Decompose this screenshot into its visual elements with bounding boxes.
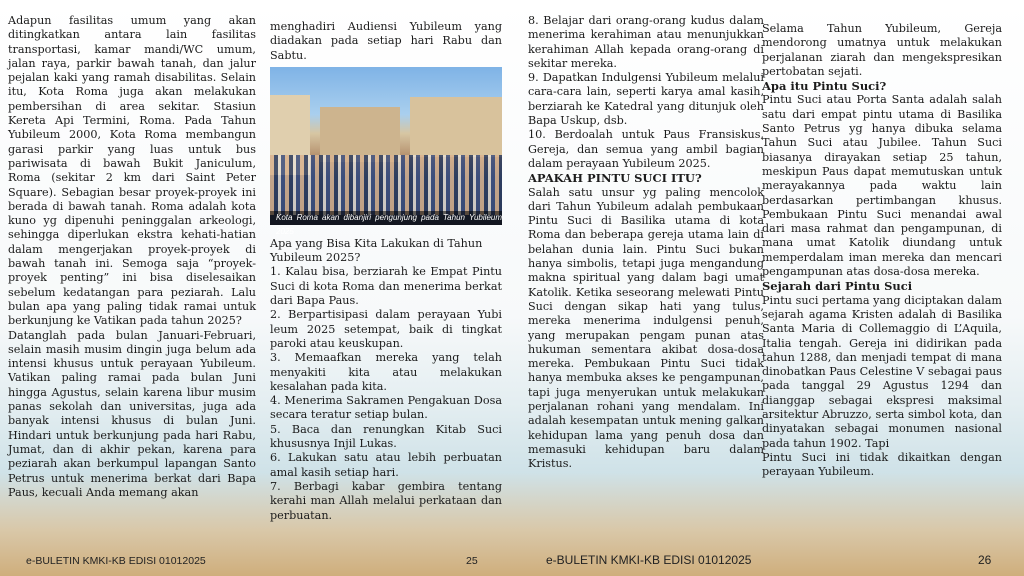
paragraph: Salah satu unsur yg paling mencolok dari Tahun Yubileum adalah pembukaan Pintu Suci di Basilika utama di kota Roma dan beberapa gereja utama lain di belahan dunia lain. Pintu Suci bukan hanya simbolis, tetapi juga mengandung makna spiritual yang dalam bagi umat Katolik. Ketika seseorang melewati Pintu Suci dengan sikap hati yang tulus, mereka menerima indulgensi penuh, yang merupakan pengam punan atas hukuman sementara akibat dosa-dosa mereka. Pembukaan Pintu Suci tidak hanya membuka akses ke pengampunan, tapi juga menyerukan untuk melakukan perjalanan rohani yang mendalam. Ini adalah kesempatan untuk mening galkan kehidupan lama yang penuh dosa dan memasuki kehidupan baru dalam Kristus. (528, 185, 764, 471)
page-26 (512, 0, 1024, 576)
paragraph: Pintu Suci atau Porta Santa adalah salah satu dari empat pintu utama di Basilika Santo Petrus yg hanya dibuka selama Tahun Suci atau Jubilee. Tahun Suci biasanya dirayakan setiap 25 tahun, meskipun Paus dapat memutuskan untuk merayakannya pada waktu lain berdasarkan pertimbangan khusus. Pembukaan Pintu Suci menandai awal dari masa rahmat dan pengampunan, di mana umat Katolik diundang untuk memperdalam iman mereka dan mencari pengampunan atas dosa-dosa mereka. (762, 93, 1002, 279)
column-2 (270, 20, 502, 523)
list-item: 6. Lakukan satu atau lebih perbuatan amal kasih setiap hari. (270, 451, 502, 479)
page-number: 26 (978, 553, 992, 567)
list-item: 5. Baca dan renungkan Kitab Suci khususnya Injil Lukas. (270, 422, 502, 451)
column-3 (528, 14, 764, 472)
list-item: 3. Memaafkan mereka yang telah menyakiti kita atau melakukan kesalahan pada kita. (270, 351, 502, 393)
footer-label: e-BULETIN KMKI-KB EDISI 01012025 (26, 555, 206, 567)
paragraph: Pintu suci pertama yang diciptakan dalam sejarah agama Kristen adalah di Basilika Santa Maria di Collemaggio di L’Aquila, Italia tengah. Gereja ini didirikan pada tahun 1288, dan menjadi tempat di mana dinobatkan Paus Celestine V sebagai paus pada tanggal 29 Agustus 1294 dan dianggap sebagai ekspresi maksimal arsitektur Abruzzo, serta simbol kota, dan dinyatakan sebagai monumen nasional pada tahun 1902. Tapi (762, 293, 1002, 450)
list-item: 1. Kalau bisa, berziarah ke Empat Pintu Suci di kota Roma dan menerima berkat dari Bapa Paus. (270, 265, 502, 308)
list-item: 10. Berdoalah untuk Paus Fransiskus, Gereja, dan semua yang ambil bagian dalam perayaan Yubileum 2025. (528, 128, 764, 170)
paragraph: Selama Tahun Yubileum, Gereja mendorong umatnya untuk melakukan perjalanan ziarah dan mengekspresikan pertobatan sejati. (762, 22, 1002, 78)
section-heading: Apa itu Pintu Suci? (762, 79, 887, 94)
list-item: 9. Dapatkan Indulgensi Yubileum melalui cara-cara lain, seperti karya amal kasih, berziarah ke Katedral yang ditunjuk oleh Bapa Uskup, dsb. (528, 71, 764, 128)
page-number: 25 (466, 555, 478, 567)
list-item: 7. Berbagi kabar gembira tentang kerahi man Allah melalui perkataan dan perbuatan. (270, 479, 502, 522)
paragraph: Pintu Suci ini tidak dikaitkan dengan perayaan Yubileum. (762, 450, 1002, 479)
column-4 (762, 22, 1002, 480)
paragraph: menghadiri Audiensi Yubileum yang diadakan pada setiap hari Rabu dan Sabtu. (270, 20, 502, 62)
list-item: 8. Belajar dari orang-orang kudus dalam menerima kerahiman atau menunjukkan kerahiman Allah kepada orang-orang di sekitar mereka. (528, 14, 764, 70)
section-heading: Sejarah dari Pintu Suci (762, 279, 913, 294)
crowd-photo (270, 67, 502, 236)
list-item: 4. Menerima Sakramen Pengakuan Dosa secara teratur setiap bulan. (270, 394, 502, 422)
paragraph: Adapun fasilitas umum yang akan ditingkatkan antara lain fasilitas transportasi, kamar mandi/WC umum, jalan raya, parkir bawah tanah, dan jalur pejalan kaki yang ramah disabilitas. Selain itu, Kota Roma juga akan melakukan pembersihan di area sekitar. Stasiun Kereta Api Termini, Roma. Pada Tahun Yubileum 2000, Kota Roma membangun garasi parkir yang luas untuk bus pariwisata di bawah Bukit Janiculum, Roma (sekitar 2 km dari Saint Peter Square). Sebagian besar proyek-proyek ini berada di bawah tanah. Roma adalah kota kuno yg dipenuhi peninggalan arkeologi, sehingga diperlukan ekstra kehati-hatian dalam mengerjakan proyek-proyek di bawah tanah ini. Semoga saja “proyek-proyek penting” ini bisa diselesaikan sebelum kedatangan para peziarah. Lalu bulan apa yang paling tidak ramai untuk berkunjung ke Vatikan pada tahun 2025? (8, 14, 256, 328)
section-heading: Apa yang Bisa Kita Lakukan di Tahun Yubileum 2025? (270, 236, 483, 265)
photo-caption: Kota Roma akan dibanjiri pengunjung pada Tahun Yubileum 2025 (270, 211, 502, 225)
column-1 (8, 14, 256, 500)
footer-label: e-BULETIN KMKI-KB EDISI 01012025 (546, 553, 752, 567)
paragraph: Datanglah pada bulan Januari-Februari, selain masih musim dingin juga belum ada intensi khusus untuk perayaan Yubileum. Vatikan paling ramai pada bulan Juni hingga Agustus, selain karena libur musim panas sekolah dan universitas, juga ada banyak intensi khusus di bulan Juni. Hindari untuk berkunjung pada hari Rabu, Jumat, dan di akhir pekan, karena para peziarah akan berkumpul lapangan Santo Petrus untuk menerima berkat dari Bapa Paus, kecuali Anda memang akan (8, 328, 256, 499)
list-item: 2. Berpartisipasi dalam perayaan Yubi leum 2025 setempat, baik di tingkat paroki atau keuskupan. (270, 308, 502, 350)
section-heading: APAKAH PINTU SUCI ITU? (528, 171, 702, 186)
